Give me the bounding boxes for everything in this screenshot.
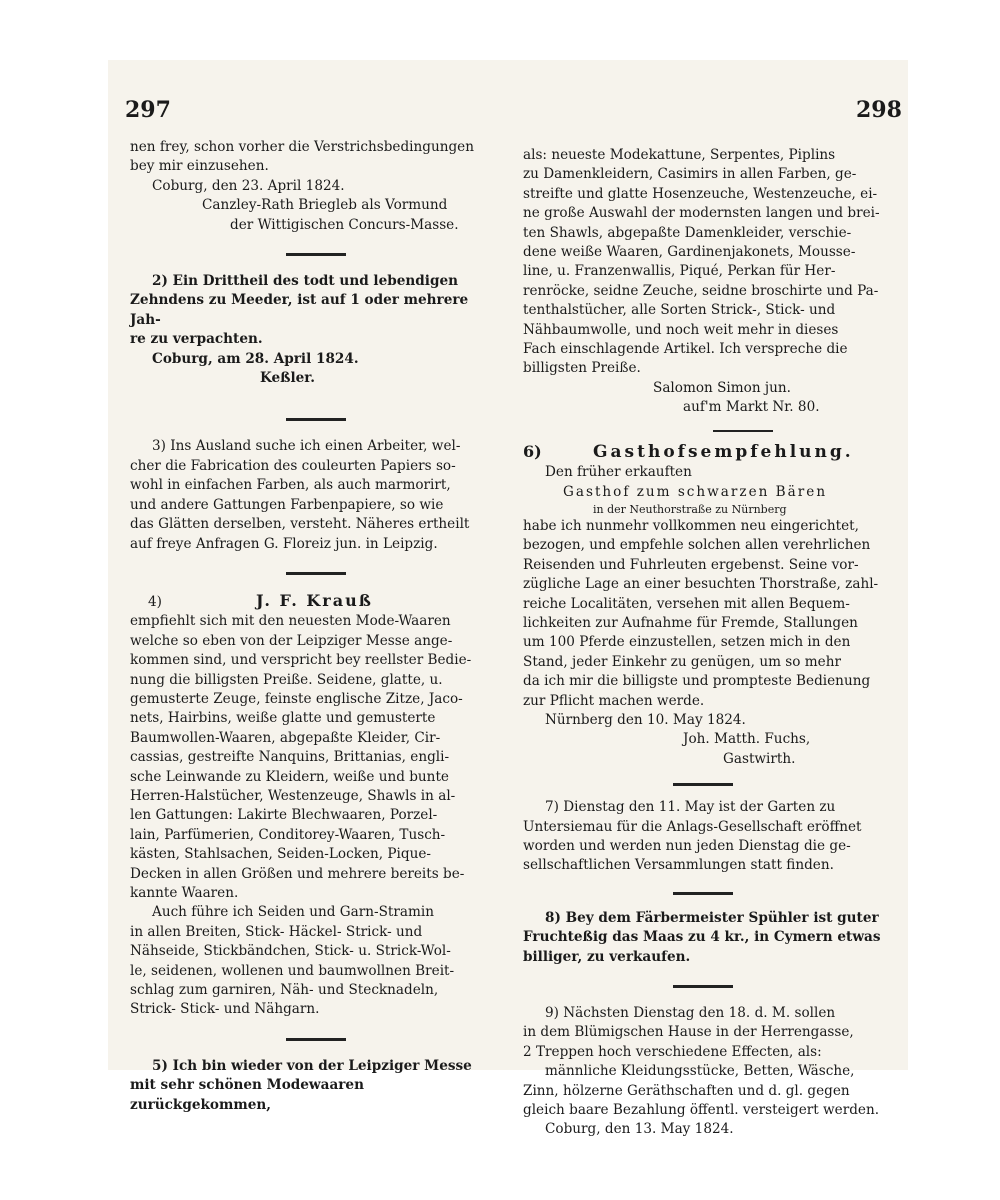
ad-text: zügliche Lage an einer besuchten Thorstraße, zahl- bbox=[523, 576, 879, 593]
ad-text: gemusterte Zeuge, feinste englische Zitze, Jaco- bbox=[130, 690, 463, 707]
ad-text: re zu verpachten. bbox=[130, 331, 263, 348]
separator bbox=[673, 783, 733, 786]
ad-text: Reisenden und Fuhrleuten ergebenst. Seine vor- bbox=[523, 556, 859, 573]
ad-text: 2) Ein Drittheil des todt und lebendigen bbox=[152, 273, 458, 290]
text-line: dene weiße Waaren, Gardinenjakonets, Mousse- bbox=[523, 244, 856, 261]
ad-heading: J. F. Krauß bbox=[256, 590, 373, 610]
ad-text: Zehndens zu Meeder, ist auf 1 oder mehrere Jah- bbox=[130, 292, 469, 328]
text-line: ten Shawls, abgepaßte Damenkleider, verschie- bbox=[523, 224, 852, 241]
ad-text: Stand, jeder Einkehr zu genügen, um so mehr bbox=[523, 653, 841, 670]
ad-text: kästen, Stahlsachen, Seiden-Locken, Pique- bbox=[130, 846, 431, 863]
ad-text: mit sehr schönen Modewaaren zurückgekommen, bbox=[130, 1077, 364, 1113]
ad-text: Untersiemau für die Anlags-Gesellschaft eröffnet bbox=[523, 818, 862, 835]
text-line: als: neueste Modekattune, Serpentes, Piplins bbox=[523, 147, 836, 163]
signature-name: der Wittigischen Concurs-Masse. bbox=[230, 216, 459, 233]
separator bbox=[286, 418, 346, 421]
ad-text: sellschaftlichen Versammlungen statt finden. bbox=[523, 857, 834, 874]
ad-text: reiche Localitäten, versehen mit allen Bequem- bbox=[523, 595, 850, 612]
ad-text: cassias, gestreifte Nanquins, Brittanias, engli- bbox=[130, 749, 450, 766]
text-line: line, u. Franzenwallis, Piqué, Perkan für Her- bbox=[523, 263, 836, 280]
ad-text: len Gattungen: Lakirte Blechwaaren, Porzel- bbox=[130, 807, 438, 824]
separator bbox=[713, 430, 773, 432]
ad-text: Fruchteßig das Maas zu 4 kr., in Cymern etwas bbox=[523, 929, 881, 946]
ad-place: Coburg, den 13. May 1824. bbox=[545, 1121, 734, 1138]
ad-text: da ich mir die billigste und prompteste Bedienung bbox=[523, 673, 871, 690]
ad-text: lain, Parfümerien, Conditorey-Waaren, Tusch- bbox=[130, 826, 446, 843]
ad-text: nets, Hairbins, weiße glatte und gemusterte bbox=[130, 710, 436, 727]
ad-text: 2 Treppen hoch verschiedene Effecten, als: bbox=[523, 1043, 822, 1060]
ad-signature: Joh. Matth. Fuchs, bbox=[683, 731, 811, 748]
ad-text: empfiehlt sich mit den neuesten Mode-Waaren bbox=[130, 613, 451, 630]
ad-text: Herren-Halstücher, Westenzeuge, Shawls in al- bbox=[130, 787, 456, 804]
ad-number: 4) bbox=[148, 593, 162, 610]
ad-text: zur Pflicht machen werde. bbox=[523, 692, 705, 709]
separator bbox=[286, 1038, 346, 1041]
text-line: bey mir einzusehen. bbox=[130, 158, 269, 175]
ad-heading: Gasthof zum schwarzen Bären bbox=[563, 483, 828, 500]
ad-text: schlag zum garniren, Näh- und Stecknadeln, bbox=[130, 982, 439, 999]
ad-text: nung die billigsten Preiße. Seidene, glatte, u. bbox=[130, 671, 443, 688]
right-column bbox=[523, 146, 898, 1140]
signature-name: Salomon Simon jun. bbox=[653, 379, 791, 396]
ad-text: sche Leinwande zu Kleidern, weiße und bunte bbox=[130, 768, 449, 785]
ad-text: kannte Waaren. bbox=[130, 885, 239, 901]
separator bbox=[286, 572, 346, 575]
signature-place: Coburg, den 23. April 1824. bbox=[152, 177, 345, 194]
signature-name: Canzley-Rath Briegleb als Vormund bbox=[202, 197, 448, 214]
ad-text: 5) Ich bin wieder von der Leipziger Messe bbox=[152, 1057, 472, 1074]
ad-heading: Gasthofsempfehlung. bbox=[593, 441, 854, 462]
ad-text: worden und werden nun jeden Dienstag die ge- bbox=[523, 838, 851, 854]
signature-address: auf'm Markt Nr. 80. bbox=[683, 399, 820, 416]
ad-subheading: in der Neuthorstraße zu Nürnberg bbox=[593, 502, 787, 516]
ad-text: bezogen, und empfehle solchen allen verehrlichen bbox=[523, 537, 871, 554]
ad-place: Coburg, am 28. April 1824. bbox=[152, 350, 359, 367]
text-line: Nähbaumwolle, und noch weit mehr in dieses bbox=[523, 321, 839, 338]
text-line: tenthalstücher, alle Sorten Strick-, Stick- und bbox=[523, 302, 836, 319]
ad-text: 3) Ins Ausland suche ich einen Arbeiter, wel- bbox=[152, 438, 461, 455]
ad-text: Den früher erkauften bbox=[545, 464, 692, 481]
ad-text: Auch führe ich Seiden und Garn-Stramin bbox=[152, 904, 434, 921]
ad-text: lichkeiten zur Aufnahme für Fremde, Stallungen bbox=[523, 614, 858, 631]
ad-text: le, seidenen, wollenen und baumwollnen Breit- bbox=[130, 962, 455, 979]
ad-text: männliche Kleidungsstücke, Betten, Wäsche, bbox=[545, 1063, 855, 1080]
ad-text: Zinn, hölzerne Geräthschaften und d. gl. gegen bbox=[523, 1082, 850, 1099]
ad-text: Nähseide, Stickbändchen, Stick- u. Strick-Wol- bbox=[130, 943, 451, 960]
text-line: streifte und glatte Hosenzeuche, Westenzeuche, ei- bbox=[523, 185, 878, 202]
ad-text: Baumwollen-Waaren, abgepaßte Kleider, Cir- bbox=[130, 729, 441, 746]
ad-text: welche so eben von der Leipziger Messe ange- bbox=[130, 632, 453, 649]
ad-text: 8) Bey dem Färbermeister Spühler ist guter bbox=[545, 909, 879, 926]
separator bbox=[673, 892, 733, 895]
text-line: ne große Auswahl der modernsten langen und brei- bbox=[523, 205, 880, 222]
text-line: billigsten Preiße. bbox=[523, 360, 641, 377]
page-number-right: 298 bbox=[856, 97, 902, 123]
ad-signature: Gastwirth. bbox=[723, 750, 796, 767]
ad-text: um 100 Pferde einzustellen, setzen mich in den bbox=[523, 634, 851, 651]
ad-text: gleich baare Bezahlung öffentl. versteigert werden. bbox=[523, 1102, 880, 1119]
left-column bbox=[130, 138, 502, 1115]
text-line: zu Damenkleidern, Casimirs in allen Farben, ge- bbox=[523, 166, 857, 183]
ad-text: in allen Breiten, Stick- Häckel- Strick- und bbox=[130, 923, 423, 940]
text-line: Fach einschlagende Artikel. Ich verspreche die bbox=[523, 341, 848, 358]
ad-text: wohl in einfachen Farben, als auch marmorirt, bbox=[130, 477, 451, 494]
ad-text: und andere Gattungen Farbenpapiere, so wie bbox=[130, 496, 444, 513]
ad-number: 6) bbox=[523, 441, 542, 461]
ad-text: 7) Dienstag den 11. May ist der Garten zu bbox=[545, 799, 836, 816]
ad-text: Decken in allen Größen und mehrere bereits be- bbox=[130, 865, 465, 882]
ad-text: cher die Fabrication des couleurten Papiers so- bbox=[130, 457, 456, 474]
ad-text: 9) Nächsten Dienstag den 18. d. M. sollen bbox=[545, 1005, 836, 1022]
ad-signature: Keßler. bbox=[260, 370, 315, 387]
page-number-left: 297 bbox=[125, 97, 171, 123]
text-line: nen frey, schon vorher die Verstrichsbedingungen bbox=[130, 139, 474, 155]
ad-text: kommen sind, und verspricht bey reellster Bedie- bbox=[130, 652, 472, 669]
ad-text: Strick- Stick- und Nähgarn. bbox=[130, 1001, 320, 1018]
separator bbox=[673, 985, 733, 988]
ad-place: Nürnberg den 10. May 1824. bbox=[545, 711, 746, 728]
separator bbox=[286, 253, 346, 256]
text-line: renröcke, seidne Zeuche, seidne broschirte und Pa- bbox=[523, 282, 879, 299]
ad-text: auf freye Anfragen G. Floreiz jun. in Leipzig. bbox=[130, 535, 438, 552]
ad-text: in dem Blümigschen Hause in der Herrengasse, bbox=[523, 1024, 854, 1041]
ad-text: habe ich nunmehr vollkommen neu eingerichtet, bbox=[523, 517, 859, 534]
ad-text: billiger, zu verkaufen. bbox=[523, 948, 691, 965]
ad-text: das Glätten derselben, versteht. Näheres ertheilt bbox=[130, 516, 470, 533]
